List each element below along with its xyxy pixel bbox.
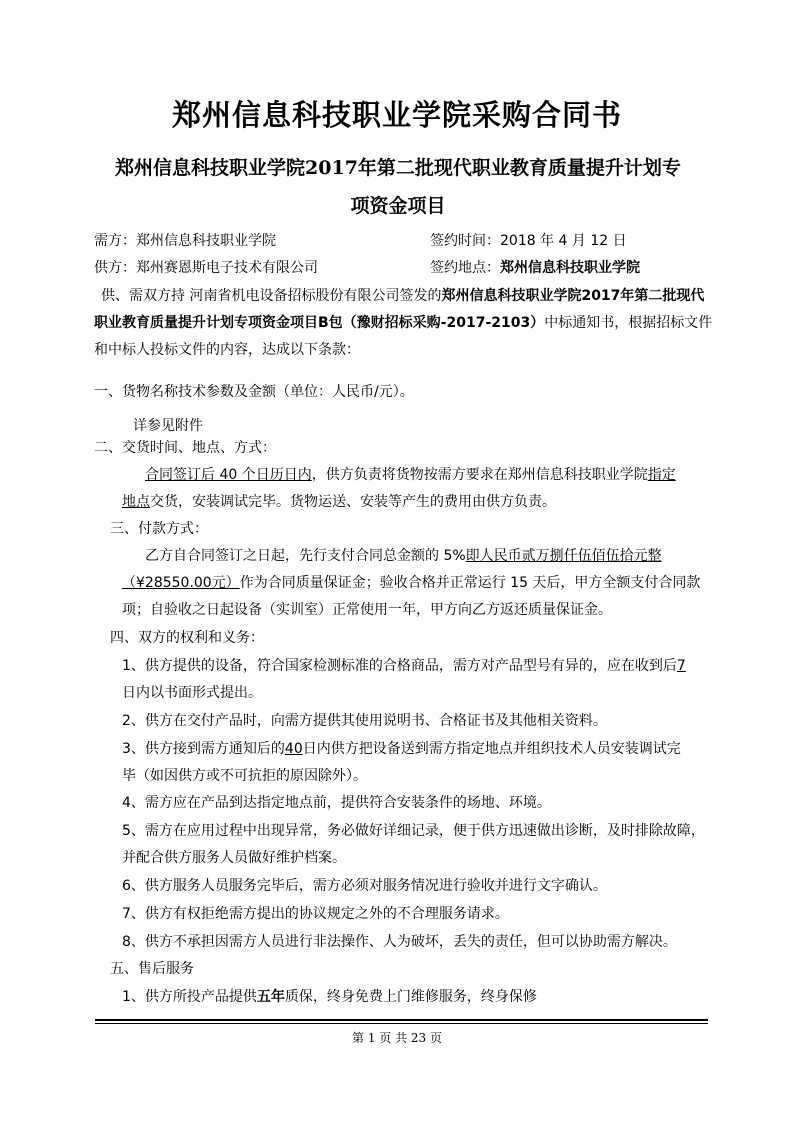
section-1-detail: 详参见附件 — [133, 418, 203, 434]
clause-7: 7、供方有权拒绝需方提出的协议规定之外的不合理服务请求。 — [122, 906, 509, 922]
section-2-line-2 — [122, 491, 556, 511]
intro-line-3: 和中标人投标文件的内容，达成以下条款： — [94, 342, 360, 358]
after-sales-text: 1、供方所投产品提供 — [122, 989, 257, 1005]
project-title-line-2: 项资金项目 — [350, 195, 446, 217]
project-title-line-1: 郑州信息科技职业学院2017年第二批现代职业教育质量提升计划专 — [115, 157, 681, 179]
after-sales-text-cont: 质保，终身免费上门维修服务，终身保修 — [284, 989, 537, 1005]
footer-rule-thin — [95, 1023, 708, 1024]
clause-3-line-2: 毕（如因供方或不可抗拒的原因除外）。 — [122, 768, 367, 784]
section-1-heading: 一、货物名称技术参数及金额（单位：人民币/元）。 — [94, 384, 414, 400]
supplier-line: 供方：郑州赛恩斯电子技术有限公司 — [94, 260, 318, 276]
delivery-text-cont: 交货，安装调试完毕。货物运送、安装等产生的费用由供方负责。 — [150, 494, 556, 510]
clause-6: 6、供方服务人员服务完毕后，需方必须对服务情况进行验收并进行文字确认。 — [122, 878, 607, 894]
clause-8: 8、供方不承担因需方人员进行非法操作、人为破坏，丢失的责任，但可以协助需方解决。 — [122, 934, 677, 950]
buyer-line: 需方：郑州信息科技职业学院 — [94, 233, 276, 249]
payment-amount-words: 即人民币贰万捌仟伍佰伍拾元整 — [465, 548, 662, 564]
section-2-heading: 二、交货时间、地点、方式： — [94, 440, 276, 456]
clause-3-text-cont: 日内供方把设备送到需方指定地点并组织技术人员安装调试完 — [302, 741, 681, 757]
page-number: 第 1 页 共 23 页 — [352, 1031, 442, 1045]
clause-3-text: 3、供方接到需方通知后的 — [122, 741, 285, 757]
designated-text: 指定 — [647, 467, 676, 483]
delivery-text: ，供方负责将货物按需方要求在郑州信息科技职业学院 — [311, 467, 648, 483]
section-4-heading: 四、双方的权利和义务： — [110, 630, 264, 646]
section-3-heading: 三、付款方式： — [110, 521, 208, 537]
clause-1-days: 7 — [676, 658, 686, 674]
footer-rule-thick — [95, 1019, 708, 1021]
clause-5-line-1: 5、需方在应用过程中出现异常，务必做好详细记录，便于供方迅速做出诊断，及时排除故障， — [122, 823, 705, 839]
clause-3-days: 40 — [284, 741, 303, 757]
intro-line-1 — [101, 285, 704, 305]
contract-title: 郑州信息科技职业学院采购合同书 — [171, 98, 622, 132]
sign-time-line: 签约时间：2018 年 4 月 12 日 — [430, 233, 627, 249]
section-2-line-1 — [145, 464, 676, 484]
clause-1-line-1 — [122, 655, 686, 675]
warranty-years: 五年 — [256, 989, 285, 1005]
section-3-line-3: 项；自验收之日起设备（实训室）正常使用一年，甲方向乙方返还质量保证金。 — [122, 602, 612, 618]
payment-text-cont: 作为合同质量保证金；验收合格并正常运行 15 天后，甲方全额支付合同款 — [239, 575, 701, 591]
section-5-heading: 五、售后服务 — [110, 961, 194, 977]
clause-1-text: 1、供方提供的设备，符合国家检测标准的合格商品，需方对产品型号有异的，应在收到后 — [122, 658, 677, 674]
sign-place-value: 郑州信息科技职业学院 — [500, 260, 640, 276]
sign-place-label: 签约地点： — [430, 260, 500, 276]
clause-2: 2、供方在交付产品时，向需方提供其使用说明书、合格证书及其他相关资料。 — [122, 713, 607, 729]
payment-text: 乙方自合同签订之日起，先行支付合同总金额的 5% — [145, 548, 466, 564]
delivery-time: 合同签订后 40 个日历日内 — [145, 467, 312, 483]
intro-text-cont: 中标通知书，根据招标文件 — [544, 315, 713, 331]
clause-3-line-1 — [122, 738, 681, 758]
clause-5-line-2: 并配合供方服务人员做好维护档案。 — [122, 850, 346, 866]
sign-place-line — [430, 257, 640, 277]
intro-text: 供、需双方持 河南省机电设备招标股份有限公司签发的 — [101, 288, 442, 304]
payment-amount-figure: （¥28550.00元） — [122, 575, 240, 591]
project-name-bold-cont: 职业教育质量提升计划专项资金项目B包（豫财招标采购-2017-2103） — [94, 315, 545, 331]
clause-4: 4、需方应在产品到达指定地点前，提供符合安装条件的场地、环境。 — [122, 795, 551, 811]
after-sales-clause-1 — [122, 986, 537, 1006]
section-3-line-2 — [122, 572, 700, 592]
project-name-bold: 郑州信息科技职业学院2017年第二批现代 — [441, 288, 705, 304]
intro-line-2 — [94, 312, 712, 332]
clause-1-line-2: 日内以书面形式提出。 — [122, 685, 262, 701]
location-text: 地点 — [122, 494, 150, 510]
section-3-line-1 — [145, 545, 662, 565]
